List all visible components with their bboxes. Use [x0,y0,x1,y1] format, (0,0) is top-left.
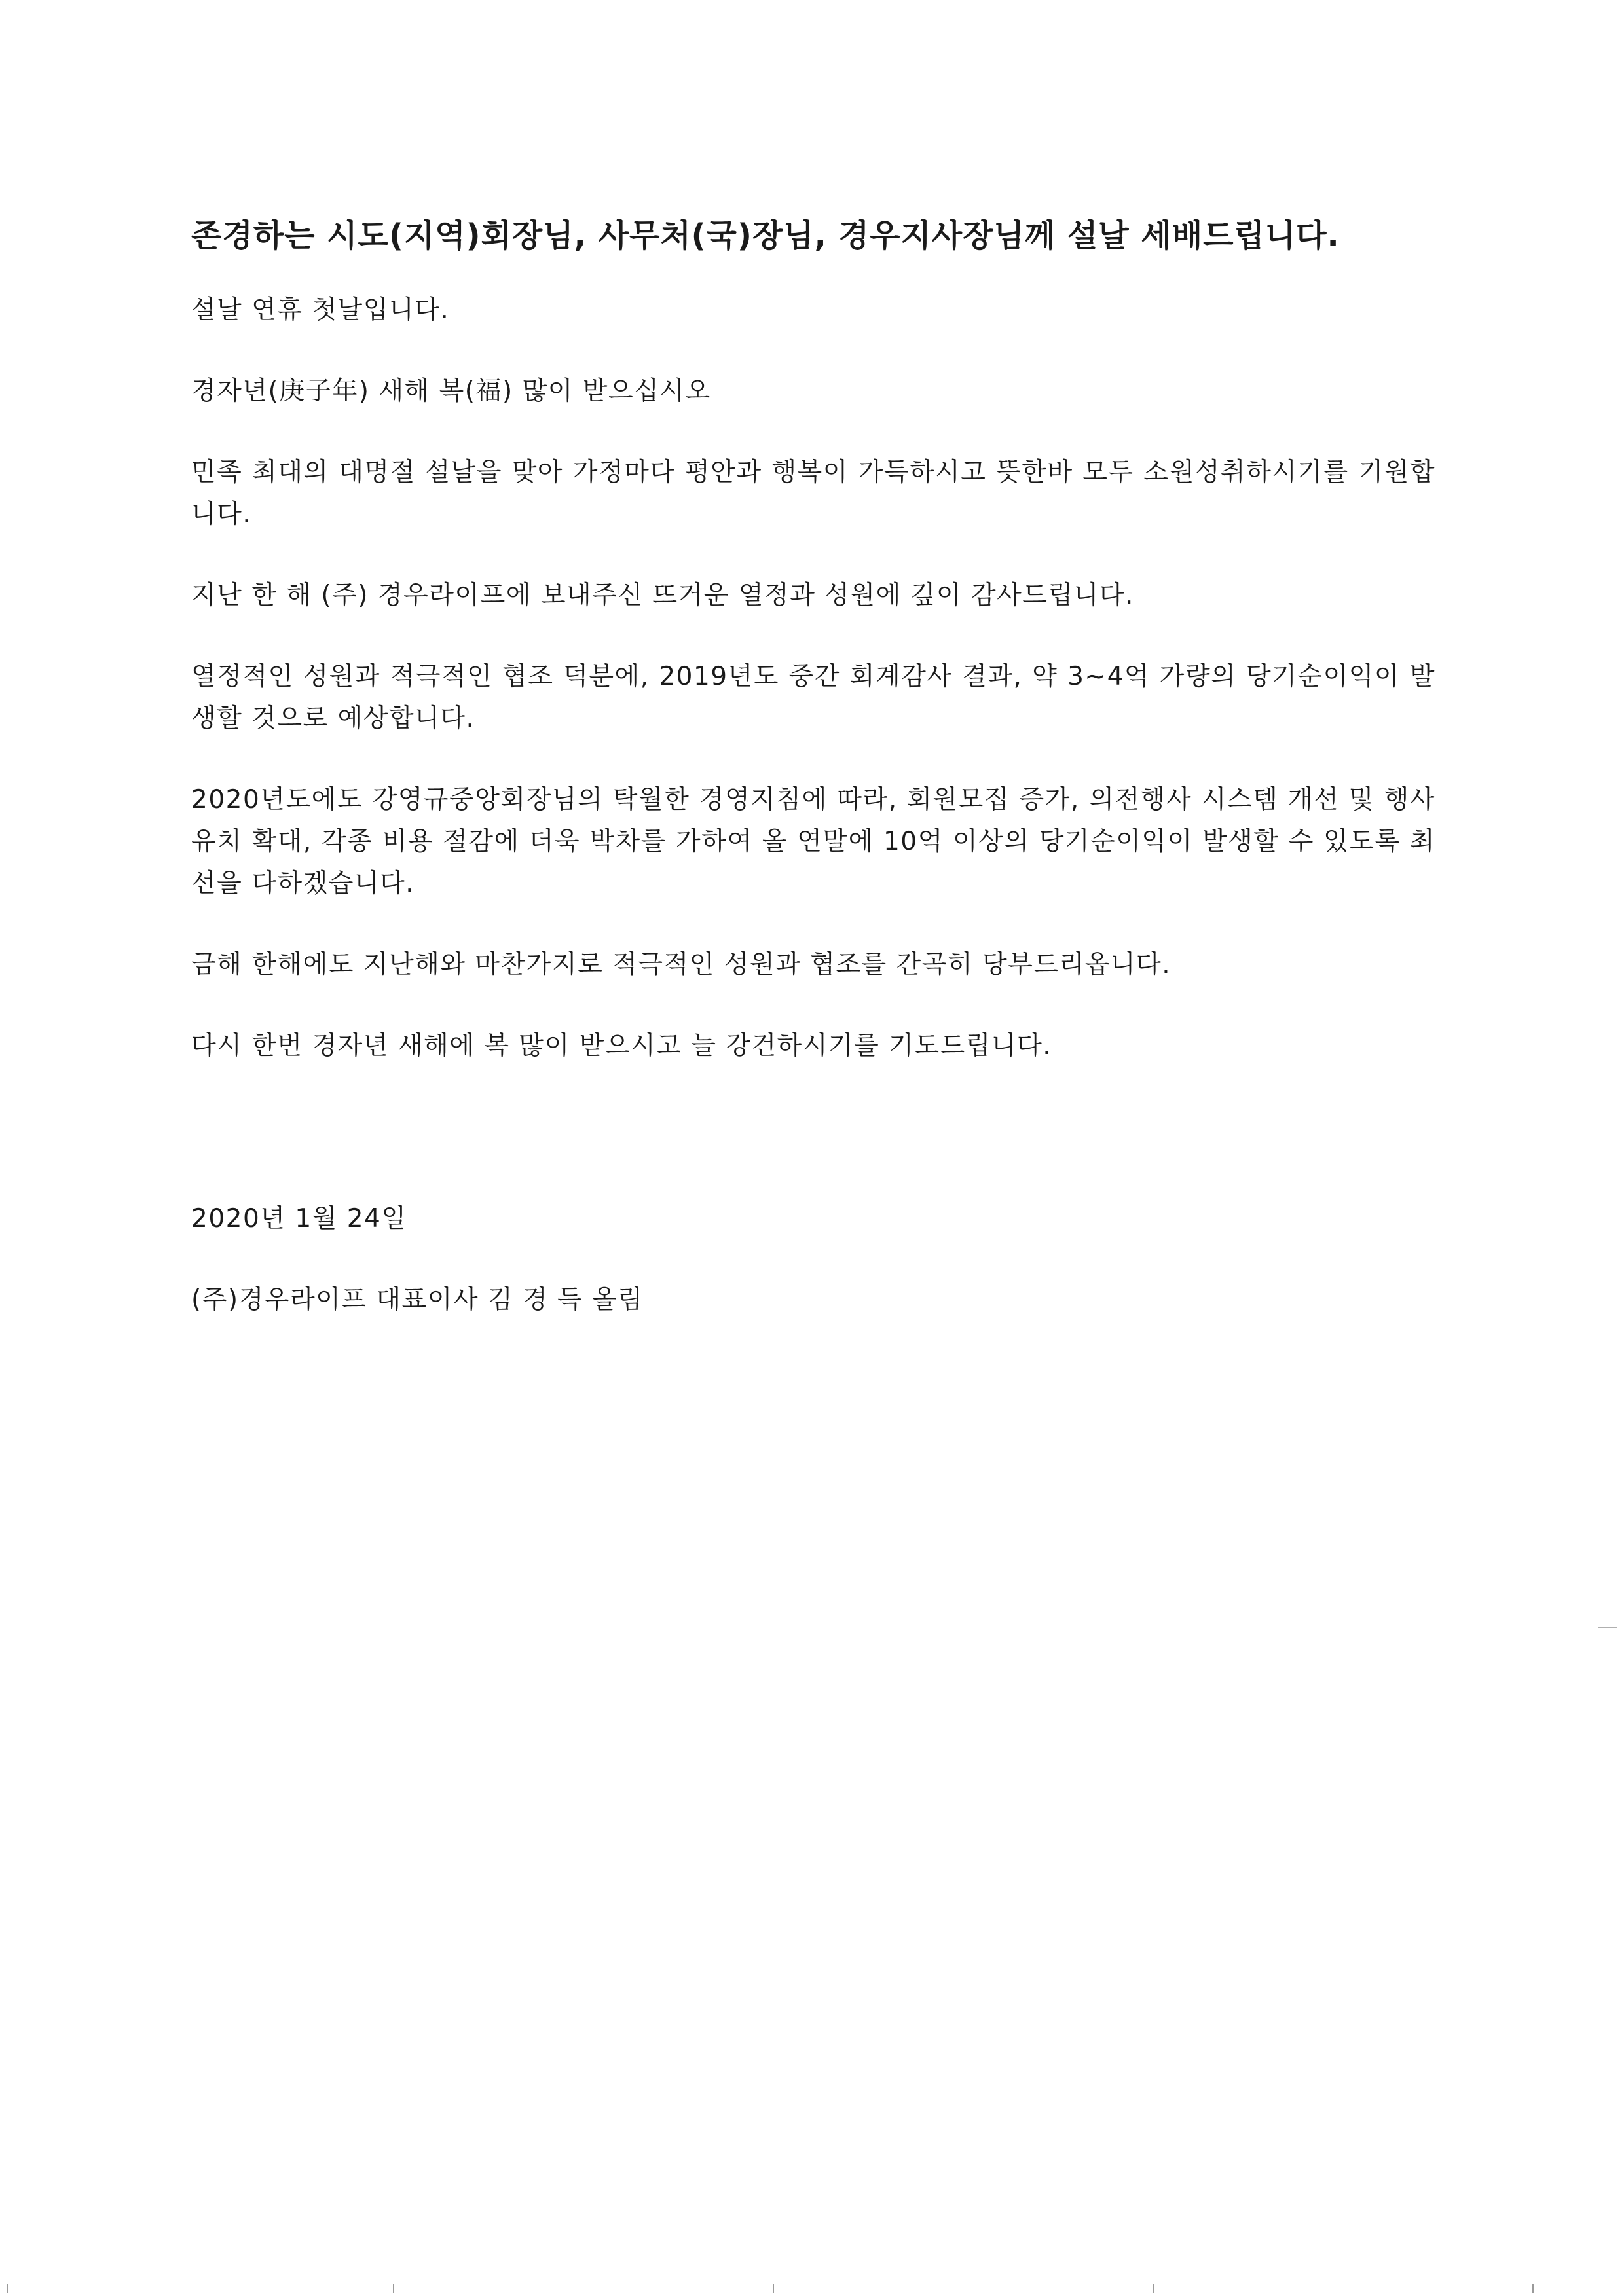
paragraph-greeting: 설날 연휴 첫날입니다. [191,295,450,325]
letter-title: 존경하는 시도(지역)회장님, 사무처(국)장님, 경우지사장님께 설날 세배드립니다. [191,217,1340,254]
scan-tick-mark [773,2284,774,2293]
letter-body [191,216,1435,1321]
scan-tick-mark [393,2284,394,2293]
paragraph-thanks: 지난 한 해 (주) 경우라이프에 보내주신 뜨거운 열정과 성원에 깊이 감사드립니다. [191,581,1134,610]
scan-tick-mark [7,2284,8,2293]
paragraph-closing: 다시 한번 경자년 새해에 복 많이 받으시고 늘 강건하시기를 기도드립니다. [191,1031,1052,1061]
scan-tick-mark [1532,2284,1534,2293]
paragraph-request: 금해 한해에도 지난해와 마찬가지로 적극적인 성원과 협조를 간곡히 당부드리옵니다. [191,950,1172,979]
paragraph-plans: 2020년도에도 강영규중앙회장님의 탁월한 경영지침에 따라, 회원모집 증가, 의전행사 시스템 개선 및 행사유치 확대, 각종 비용 절감에 더욱 박차를 가하여 올 연말에 10억 이상의 당기순이익이 발생할 수 있도록 최선을 다하겠습니다. [191,785,1435,898]
paragraph-wishes: 민족 최대의 대명절 설날을 맞아 가정마다 평안과 행복이 가득하시고 뜻한바 모두 소원성취하시기를 기원합니다. [191,458,1435,529]
scan-edge-mark [1598,1627,1617,1628]
paragraph-new-year: 경자년(庚子年) 새해 복(福) 많이 받으십시오 [191,376,711,406]
paragraph-results: 열정적인 성원과 적극적인 협조 덕분에, 2019년도 중간 회계감사 결과, 약 3~4억 가량의 당기순이익이 발생할 것으로 예상합니다. [191,662,1435,733]
letter-date: 2020년 1월 24일 [191,1204,407,1233]
letter-signature: (주)경우라이프 대표이사 김 경 득 올림 [191,1285,644,1315]
spacer [191,1106,1435,1198]
scan-tick-mark [1153,2284,1154,2293]
